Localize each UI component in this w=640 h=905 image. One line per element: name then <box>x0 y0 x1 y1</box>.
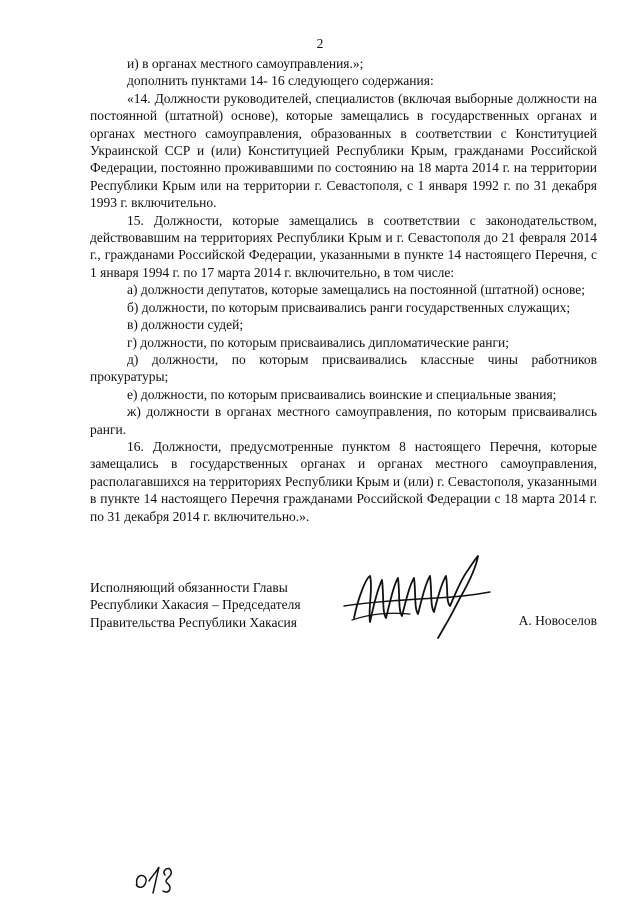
paragraph-item-15d: д) должности, по которым присваивались классные чины работников прокуратуры; <box>90 351 597 385</box>
signatory-position <box>90 579 301 631</box>
handwritten-page-mark <box>133 857 181 897</box>
paragraph-item-15: 15. Должности, которые замещались в соответствии с законодательством, действовавшим на территориях Республики Крым и г. Севастополя до 21 февраля 2014 г., гражданами Российской Федерации, указанными в пункте 14 настоящего Перечня, с 1 января 1994 г. по 17 марта 2014 г. включительно, в том числе: <box>90 212 597 280</box>
paragraph-item-15b: б) должности, по которым присваивались ранги государственных служащих; <box>127 299 571 315</box>
paragraph-item-14: «14. Должности руководителей, специалистов (включая выборные должности на постоянной (штатной) основе), которые замещались в государственных органах и органах местного самоуправления, образованных в соответствии с Конституцией Украинской ССР и (или) Конституцией Республики Крым, гражданами Российской Федерации, постоянно проживавшими по состоянию на 18 марта 2014 г. на территории Республики Крым или на территории г. Севастополя, с 1 января 1992 г. по 31 декабря 1993 г. включительно. <box>90 90 597 211</box>
signatory-position-line: Исполняющий обязанности Главы <box>90 580 288 595</box>
paragraph-item-15g: г) должности, по которым присваивались дипломатические ранги; <box>127 334 509 350</box>
paragraph-item-i-closing: и) в органах местного самоуправления.»; <box>127 56 364 71</box>
paragraph-item-16: 16. Должности, предусмотренные пунктом 8 настоящего Перечня, которые замещались в государственных органах и органах местного самоуправления, располагавшихся на территориях Республики Крым и (или) г. Севастополя, указанными в пункте 14 настоящего Перечня гражданами Российской Федерации с 18 марта 2014 г. по 31 декабря 2014 г. включительно.». <box>90 438 597 524</box>
page-number: 2 <box>316 36 324 51</box>
document-body <box>90 55 597 525</box>
paragraph-add-items-intro: дополнить пунктами 14- 16 следующего содержания: <box>127 73 434 89</box>
signatory-name: А. Новоселов <box>518 613 597 628</box>
paragraph-item-15a: а) должности депутатов, которые замещались на постоянной (штатной) основе; <box>127 282 586 298</box>
signatory-position-line: Правительства Республики Хакасия <box>90 614 297 630</box>
signatory-position-line: Республики Хакасия – Председателя <box>90 597 301 613</box>
handwritten-signature <box>340 548 500 640</box>
paragraph-item-15zh: ж) должности в органах местного самоуправления, по которым присваивались ранги. <box>90 404 597 437</box>
paragraph-item-15v: в) должности судей; <box>127 317 244 333</box>
paragraph-item-15e: е) должности, по которым присваивались воинские и специальные звания; <box>127 386 557 402</box>
